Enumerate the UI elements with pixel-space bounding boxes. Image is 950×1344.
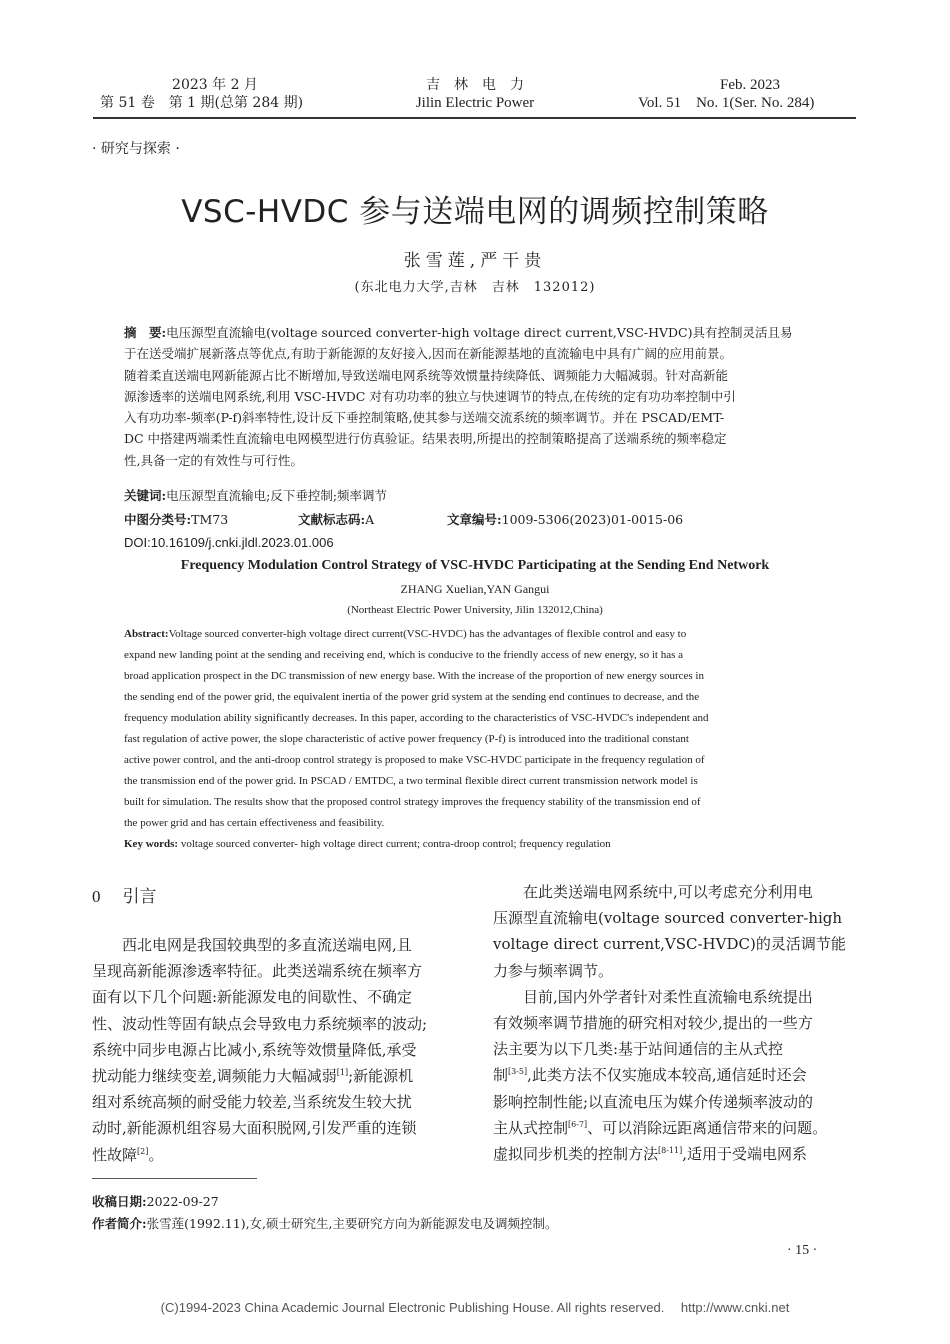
english-affiliation: (Northeast Electric Power University, Jilin 132012,China): [347, 604, 603, 616]
header-left-date: 2023 年 2 月: [172, 77, 258, 93]
citation-ref[interactable]: [8-11]: [658, 1146, 683, 1156]
body-line: 目前,国内外学者针对柔性直流输电系统提出: [523, 987, 813, 1006]
header-journal-en: Jilin Electric Power: [415, 95, 535, 111]
body-line: 系统中同步电源占比减小,系统等效惯量降低,承受: [92, 1040, 417, 1059]
section-heading-title: 引言: [122, 887, 157, 907]
abstract-en-line: the sending end of the power grid, the equivalent inertia of the power grid system at the sending end continues to decrease, and the: [124, 691, 700, 703]
keywords-cn-text: 电压源型直流输电;反下垂控制;频率调节: [166, 488, 388, 503]
body-line: 扰动能力继续变差,调频能力大幅减弱: [92, 1067, 337, 1086]
header-right-date: Feb. 2023: [720, 77, 780, 93]
abstract-en-line: active power control, and the anti-droop control strategy is proposed to make VSC-HVDC participate in the frequency regulation of: [124, 754, 705, 766]
abstract-cn-line: 入有功功率-频率(P-f)斜率特性,设计反下垂控制策略,使其参与送端交流系统的频率调节。并在 PSCAD/EMT-: [124, 410, 725, 426]
abstract-cn-label: 摘 要:: [124, 325, 167, 340]
abstract-cn: [124, 322, 829, 471]
body-line: 呈现高新能源渗透率特征。此类送端系统在频率方: [92, 962, 423, 981]
citation-ref[interactable]: [3-5]: [508, 1067, 528, 1077]
document-code-value: A: [365, 512, 375, 527]
header-rule: [93, 117, 856, 119]
affiliation: (东北电力大学,吉林 吉林 132012): [354, 280, 596, 295]
body-line: 主从式控制: [493, 1118, 569, 1137]
copyright-footer: (C)1994-2023 China Academic Journal Electronic Publishing House. All rights reserved. http://www.cnki.net: [160, 1300, 790, 1315]
author-bio-text: 张雪莲(1992.11),女,硕士研究生,主要研究方向为新能源发电及调频控制。: [146, 1216, 558, 1231]
keywords-cn-label: 关键词:: [124, 488, 167, 503]
received-date-label: 收稿日期:: [92, 1194, 147, 1209]
abstract-cn-line: 源渗透率的送端电网系统,利用 VSC-HVDC 对有功功率的独立与快速调节的特点,在传统的定有功功率控制中引: [124, 388, 736, 404]
class-number-label: 中图分类号:: [124, 512, 192, 527]
section-heading: [92, 882, 157, 907]
authors: 张雪莲,严干贵: [403, 251, 547, 271]
article-number-value: 1009-5306(2023)01-0015-06: [501, 512, 684, 527]
english-title: Frequency Modulation Control Strategy of VSC-HVDC Participating at the Sending End Network: [180, 558, 770, 573]
body-line: 组对系统高频的耐受能力较差,当系统发生较大扰: [92, 1093, 412, 1112]
right-column-body: [493, 879, 859, 1167]
body-line: 压源型直流输电(voltage sourced converter-high: [493, 909, 843, 928]
abstract-cn-line: 于在送受端扩展新落点等优点,有助于新能源的友好接入,因而在新能源基地的直流输电中具有广阔的应用前景。: [124, 346, 732, 362]
body-line: 性故障: [92, 1145, 138, 1164]
abstract-cn-line: DC 中搭建两端柔性直流输电电网模型进行仿真验证。结果表明,所提出的控制策略提高了送端系统的频率稳定: [124, 431, 727, 447]
body-line: 法主要为以下几类:基于站间通信的主从式控: [493, 1040, 784, 1059]
body-line: voltage direct current,VSC-HVDC)的灵活调节能: [493, 935, 846, 954]
class-number-value: TM73: [191, 512, 229, 527]
body-line: 在此类送端电网系统中,可以考虑充分利用电: [523, 883, 813, 901]
header-journal-cn: 吉 林 电 力: [426, 77, 524, 93]
body-line: 。: [148, 1145, 164, 1164]
received-date-value: 2022-09-27: [146, 1194, 219, 1209]
abstract-en: [124, 624, 829, 855]
doi: DOI:10.16109/j.cnki.jldl.2023.01.006: [124, 535, 334, 550]
document-code: [298, 510, 374, 528]
article-number: [447, 510, 683, 528]
article-number-label: 文章编号:: [447, 512, 502, 527]
body-line: ;新能源机: [348, 1067, 414, 1086]
body-line: 有效频率调节措施的研究相对较少,提出的一些方: [493, 1014, 813, 1033]
document-code-label: 文献标志码:: [298, 512, 366, 527]
body-line: 制: [493, 1066, 509, 1085]
received-date: [92, 1192, 219, 1210]
author-bio: [92, 1214, 558, 1232]
abstract-cn-line: 性,具备一定的有效性与可行性。: [124, 452, 303, 468]
class-number: [124, 510, 228, 528]
abstract-cn-line: 电压源型直流输电(voltage sourced converter-high voltage direct current,VSC-HVDC)具有控制灵活且易: [166, 325, 793, 340]
page-title: VSC-HVDC 参与送端电网的调频控制策略: [181, 194, 769, 230]
footnote-rule: [92, 1178, 257, 1179]
section-heading-number: 0: [92, 887, 101, 906]
author-bio-label: 作者简介:: [92, 1216, 147, 1231]
abstract-en-line: fast regulation of active power, the slope characteristic of active power frequency (P-f) is introduced into the traditional constant: [124, 733, 689, 745]
citation-ref[interactable]: [2]: [137, 1146, 149, 1156]
abstract-en-line: frequency modulation ability significantly decreases. In this paper, according to the characteristics of VSC-HVDC's independent and: [124, 712, 709, 724]
header-left-issue: 第 51 卷 第 1 期(总第 284 期): [100, 95, 304, 111]
citation-ref[interactable]: [6-7]: [568, 1119, 588, 1129]
citation-ref[interactable]: [1]: [336, 1068, 349, 1078]
abstract-en-line: Voltage sourced converter-high voltage direct current(VSC-HVDC) has the advantages of flexible control and easy to: [168, 628, 687, 640]
body-line: 力参与频率调节。: [493, 961, 614, 980]
abstract-en-line: built for simulation. The results show that the proposed control strategy improves the frequency stability of the transmission end of: [124, 796, 701, 808]
abstract-en-line: broad application prospect in the DC transmission of new energy base. With the increase of the proportion of new energy sources in: [124, 670, 704, 682]
abstract-en-label: Abstract:: [124, 628, 169, 640]
body-line: 面有以下几个问题:新能源发电的间歇性、不确定: [92, 988, 413, 1007]
keywords-en-label: Key words:: [124, 838, 179, 850]
left-column-body: [92, 932, 458, 1168]
body-line: 虚拟同步机类的控制方法: [493, 1145, 659, 1164]
keywords-cn: [124, 486, 387, 504]
abstract-cn-line: 随着柔直送端电网新能源占比不断增加,导致送端电网系统等效惯量持续降低、调频能力大幅减弱。针对高新能: [124, 367, 728, 383]
body-line: 西北电网是我国较典型的多直流送端电网,且: [122, 936, 412, 954]
body-line: 动时,新能源机组容易大面积脱网,引发严重的连锁: [92, 1119, 417, 1138]
body-line: 、可以消除远距离通信带来的问题。: [587, 1118, 828, 1137]
body-line: 性、波动性等固有缺点会导致电力系统频率的波动;: [92, 1014, 428, 1033]
english-authors: ZHANG Xuelian,YAN Gangui: [400, 582, 550, 596]
abstract-en-line: expand new landing point at the sending and receiving end, which is conducive to the friendly access of new energy, so it has a: [124, 649, 684, 661]
page-number: · 15 ·: [787, 1243, 818, 1258]
header-right-issue: Vol. 51 No. 1(Ser. No. 284): [638, 95, 815, 111]
abstract-en-line: the power grid and has certain effectiveness and feasibility.: [124, 817, 385, 829]
section-tag: · 研究与探索 ·: [92, 141, 180, 157]
body-line: ,适用于受端电网系: [682, 1145, 808, 1164]
keywords-en-text: voltage sourced converter- high voltage direct current; contra-droop control; frequency regulation: [180, 838, 611, 850]
body-line: 影响控制性能;以直流电压为媒介传递频率波动的: [493, 1092, 814, 1111]
abstract-en-line: the transmission end of the power grid. In PSCAD / EMTDC, a two terminal flexible direct current transmission network model is: [124, 775, 698, 787]
body-line: ,此类方法不仅实施成本较高,通信延时还会: [527, 1066, 807, 1085]
